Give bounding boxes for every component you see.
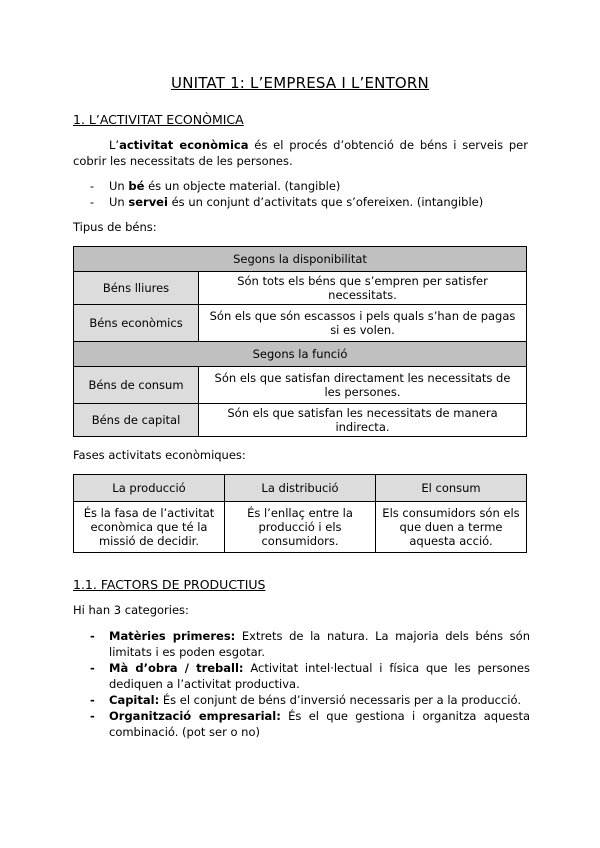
table-value: Són els que són escassos i pels quals s’han de pagas si es volen.	[199, 305, 527, 342]
table-value: Són els que satisfan les necessitats de manera indirecta.	[199, 404, 527, 437]
factors-list	[90, 628, 530, 740]
phase-header: El consum	[376, 475, 527, 502]
phase-cell: És la fasa de l’activitat econòmica que té la missió de decidir.	[74, 502, 225, 553]
phase-header: La distribució	[225, 475, 376, 502]
section-heading-activitat: 1. L’ACTIVITAT ECONÒMICA	[73, 112, 244, 127]
bullet-pre: Un	[109, 179, 129, 193]
factor-text: És el que gestiona i organitza aquesta combinació. (pot ser o no)	[109, 709, 531, 739]
bullet-post: és un objecte material. (tangible)	[144, 179, 341, 193]
factor-text: Activitat intel·lectual i física que les persones dediquen a l’activitat productiva.	[109, 661, 530, 691]
table-key: Béns de capital	[74, 404, 199, 437]
phase-header: La producció	[74, 475, 225, 502]
types-label: Tipus de béns:	[73, 220, 157, 234]
phase-cell: És l’enllaç entre la producció i els consumidors.	[225, 502, 376, 553]
intro-prefix: L’	[109, 138, 120, 152]
list-item	[90, 708, 530, 740]
intro-rest: és el procés d’obtenció de béns i serveis per cobrir les necessitats de les persones.	[73, 138, 528, 168]
factors-intro: Hi han 3 categories:	[73, 603, 189, 617]
factor-text: És el conjunt de béns d’inversió necessaris per a la producció.	[159, 693, 521, 707]
factor-term: Capital:	[109, 693, 160, 707]
list-item	[90, 628, 530, 660]
list-item	[90, 178, 530, 194]
list-item	[90, 660, 530, 692]
phases-label: Fases activitats econòmiques:	[73, 448, 246, 462]
phase-cell: Els consumidors són els que duen a terme aquesta acció.	[376, 502, 527, 553]
bullet-pre: Un	[109, 195, 129, 209]
intro-paragraph	[73, 137, 528, 169]
factor-term: Mà d’obra / treball:	[109, 661, 244, 675]
table-key: Béns de consum	[74, 367, 199, 404]
page-title: UNITAT 1: L’EMPRESA I L’ENTORN	[171, 74, 429, 92]
table-value: Són tots els béns que s’empren per satisfer necessitats.	[199, 272, 527, 305]
table-key: Béns econòmics	[74, 305, 199, 342]
table-band-disponibilitat: Segons la disponibilitat	[74, 247, 527, 272]
bullet-bold: servei	[128, 195, 168, 209]
factor-text: Extrets de la natura. La majoria dels béns són limitats i es poden esgotar.	[109, 629, 530, 659]
intro-bold-term: activitat econòmica	[119, 138, 249, 152]
factor-term: Matèries primeres:	[109, 629, 236, 643]
goods-table	[73, 246, 527, 437]
bullet-bold: bé	[128, 179, 145, 193]
list-item	[90, 692, 530, 708]
list-item	[90, 194, 530, 210]
table-band-funcio: Segons la funció	[74, 342, 527, 367]
table-key: Béns lliures	[74, 272, 199, 305]
bullet-post: és un conjunt d’activitats que s’ofereixen. (intangible)	[167, 195, 484, 209]
factor-term: Organització empresarial:	[109, 709, 281, 723]
table-value: Són els que satisfan directament les necessitats de les persones.	[199, 367, 527, 404]
definition-list	[90, 178, 530, 210]
section-heading-factors: 1.1. FACTORS DE PRODUCTIUS	[73, 577, 266, 592]
phases-table	[73, 474, 527, 553]
